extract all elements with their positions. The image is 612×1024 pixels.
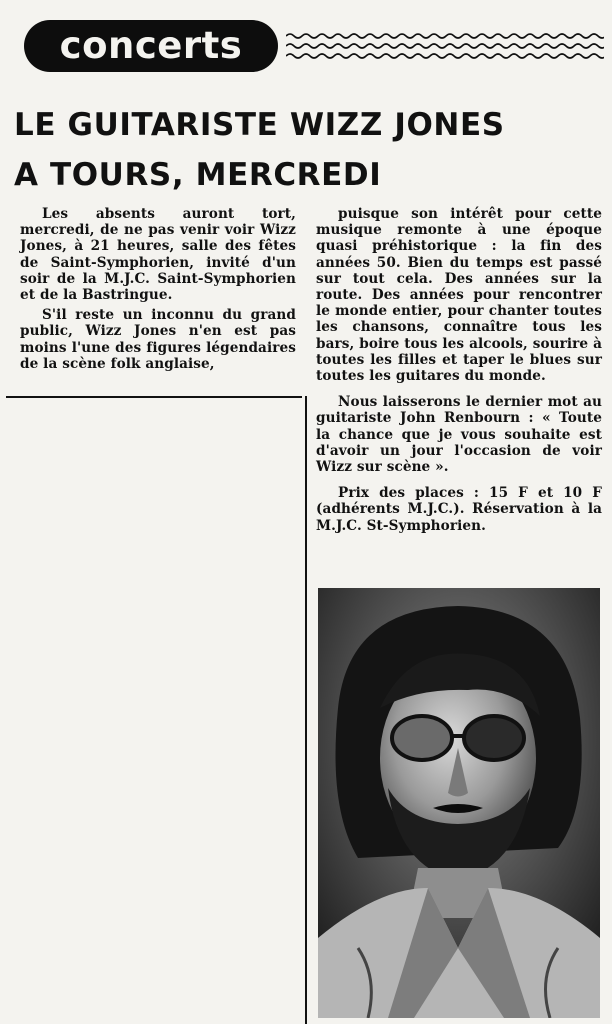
article-headline	[14, 100, 574, 200]
column-divider-horizontal	[6, 396, 302, 398]
headline-line-1: LE GUITARISTE WIZZ JONES	[14, 107, 505, 143]
headline-line-2: A TOURS, MERCREDI	[14, 157, 382, 193]
column-divider-vertical	[305, 396, 307, 1024]
article-column-right	[316, 206, 602, 534]
section-rubric: concerts	[24, 20, 278, 72]
paragraph: S'il reste un inconnu du grand public, Wizz Jones n'en est pas moins l'une des figures légendaires de la scène folk anglaise,	[20, 307, 296, 372]
portrait-photo-icon	[318, 588, 600, 1018]
paragraph: Les absents auront tort, mercredi, de ne pas venir voir Wizz Jones, à 21 heures, salle des fêtes de Saint-Symphorien, invité d'un soir de la M.J.C. Saint-Symphorien et de la Bastringue.	[20, 206, 296, 304]
article-column-left	[20, 206, 296, 372]
wavy-rule-decoration	[286, 28, 604, 64]
paragraph: Nous laisserons le dernier mot au guitariste John Renbourn : « Toute la chance que je vous souhaite est d'avoir un jour l'occasion de voir Wizz sur scène ».	[316, 394, 602, 476]
paragraph: Prix des places : 15 F et 10 F (adhérents M.J.C.). Réservation à la M.J.C. St-Symphorien.	[316, 485, 602, 534]
paragraph: puisque son intérêt pour cette musique remonte à une époque quasi préhistorique : la fin des années 50. Bien du temps est passé sur tout cela. Des années sur la route. Des années pour rencontrer le monde entier, pour chanter toutes les chansons, connaître tous les bars, boire tous les alcools, sourire à toutes les filles et taper le blues sur toutes les guitares du monde.	[316, 206, 602, 385]
